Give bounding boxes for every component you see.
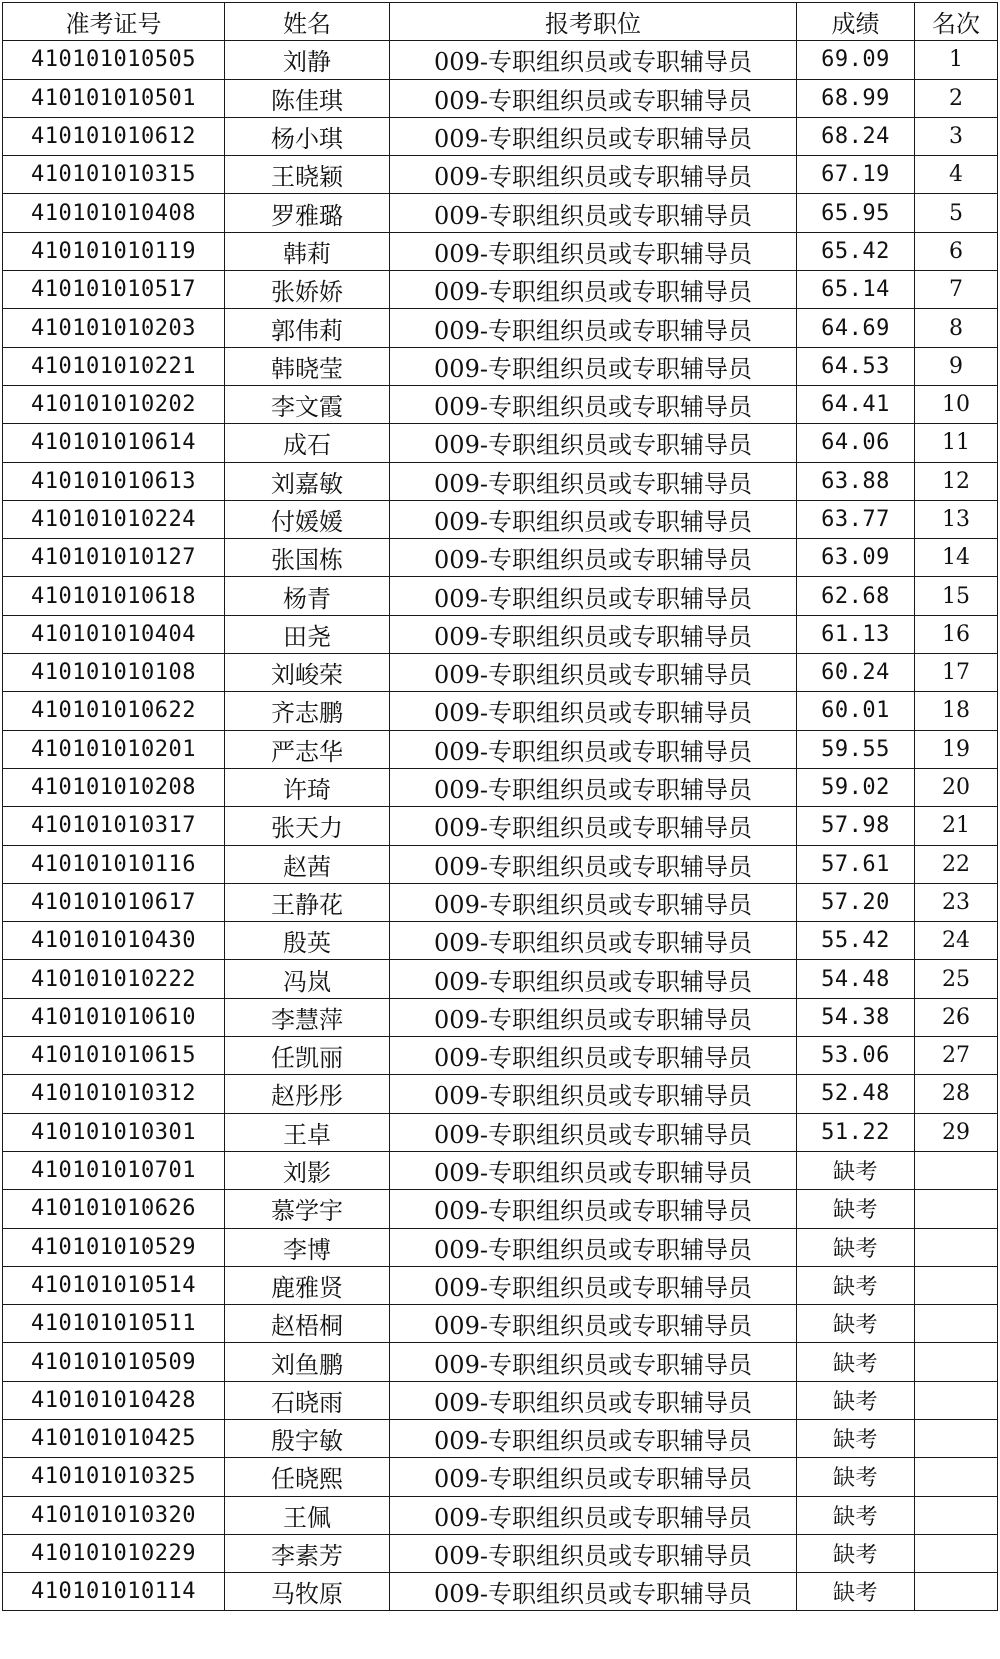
cell-position: 009-专职组织员或专职辅导员	[390, 1228, 797, 1266]
table-row	[3, 424, 998, 462]
cell-exam-id: 410101010404	[3, 615, 225, 653]
cell-score: 54.48	[797, 960, 915, 998]
cell-position: 009-专职组织员或专职辅导员	[390, 1496, 797, 1534]
cell-exam-id: 410101010626	[3, 1190, 225, 1228]
table-row	[3, 1573, 998, 1611]
cell-position: 009-专职组织员或专职辅导员	[390, 156, 797, 194]
cell-position: 009-专职组织员或专职辅导员	[390, 615, 797, 653]
cell-score: 64.69	[797, 309, 915, 347]
cell-score: 缺考	[797, 1458, 915, 1496]
cell-rank: 12	[915, 462, 998, 500]
table-row	[3, 539, 998, 577]
table-row	[3, 1075, 998, 1113]
header-exam-id: 准考证号	[3, 3, 225, 41]
table-row	[3, 807, 998, 845]
cell-exam-id: 410101010224	[3, 500, 225, 538]
cell-rank: 27	[915, 1037, 998, 1075]
cell-name: 许琦	[225, 768, 390, 806]
table-row	[3, 730, 998, 768]
table-row	[3, 1190, 998, 1228]
cell-exam-id: 410101010430	[3, 922, 225, 960]
cell-exam-id: 410101010511	[3, 1305, 225, 1343]
cell-name: 王佩	[225, 1496, 390, 1534]
cell-rank: 5	[915, 194, 998, 232]
cell-score: 60.01	[797, 692, 915, 730]
cell-score: 缺考	[797, 1266, 915, 1304]
cell-position: 009-专职组织员或专职辅导员	[390, 1343, 797, 1381]
cell-score: 63.09	[797, 539, 915, 577]
cell-score: 缺考	[797, 1419, 915, 1457]
table-row	[3, 922, 998, 960]
cell-exam-id: 410101010315	[3, 156, 225, 194]
table-row	[3, 577, 998, 615]
cell-score: 缺考	[797, 1381, 915, 1419]
table-row	[3, 960, 998, 998]
table-row	[3, 79, 998, 117]
cell-name: 田尧	[225, 615, 390, 653]
cell-rank	[915, 1266, 998, 1304]
cell-rank: 13	[915, 500, 998, 538]
table-row	[3, 1305, 998, 1343]
cell-score: 55.42	[797, 922, 915, 960]
cell-exam-id: 410101010509	[3, 1343, 225, 1381]
table-row	[3, 1534, 998, 1572]
cell-score: 67.19	[797, 156, 915, 194]
cell-position: 009-专职组织员或专职辅导员	[390, 730, 797, 768]
header-name: 姓名	[225, 3, 390, 41]
cell-position: 009-专职组织员或专职辅导员	[390, 271, 797, 309]
cell-rank: 2	[915, 79, 998, 117]
cell-exam-id: 410101010615	[3, 1037, 225, 1075]
cell-rank: 22	[915, 845, 998, 883]
cell-rank: 17	[915, 654, 998, 692]
cell-exam-id: 410101010301	[3, 1113, 225, 1151]
table-row	[3, 615, 998, 653]
cell-position: 009-专职组织员或专职辅导员	[390, 1381, 797, 1419]
cell-exam-id: 410101010428	[3, 1381, 225, 1419]
cell-exam-id: 410101010517	[3, 271, 225, 309]
cell-name: 任凯丽	[225, 1037, 390, 1075]
cell-rank	[915, 1190, 998, 1228]
table-row	[3, 1381, 998, 1419]
table-body	[3, 41, 998, 1611]
cell-position: 009-专职组织员或专职辅导员	[390, 692, 797, 730]
cell-score: 64.53	[797, 347, 915, 385]
cell-score: 62.68	[797, 577, 915, 615]
cell-rank: 6	[915, 232, 998, 270]
cell-name: 付媛媛	[225, 500, 390, 538]
cell-position: 009-专职组织员或专职辅导员	[390, 385, 797, 423]
cell-score: 65.95	[797, 194, 915, 232]
cell-exam-id: 410101010613	[3, 462, 225, 500]
cell-position: 009-专职组织员或专职辅导员	[390, 117, 797, 155]
cell-exam-id: 410101010320	[3, 1496, 225, 1534]
cell-rank: 25	[915, 960, 998, 998]
cell-name: 石晓雨	[225, 1381, 390, 1419]
cell-position: 009-专职组织员或专职辅导员	[390, 883, 797, 921]
cell-name: 刘嘉敏	[225, 462, 390, 500]
cell-position: 009-专职组织员或专职辅导员	[390, 194, 797, 232]
table-row	[3, 194, 998, 232]
table-row	[3, 998, 998, 1036]
cell-score: 68.24	[797, 117, 915, 155]
cell-rank	[915, 1419, 998, 1457]
table-row	[3, 1458, 998, 1496]
cell-exam-id: 410101010612	[3, 117, 225, 155]
header-score: 成绩	[797, 3, 915, 41]
cell-name: 李素芳	[225, 1534, 390, 1572]
cell-name: 殷宇敏	[225, 1419, 390, 1457]
cell-position: 009-专职组织员或专职辅导员	[390, 1075, 797, 1113]
cell-name: 张天力	[225, 807, 390, 845]
cell-exam-id: 410101010108	[3, 654, 225, 692]
cell-rank: 1	[915, 41, 998, 79]
cell-name: 刘鱼鹏	[225, 1343, 390, 1381]
cell-exam-id: 410101010203	[3, 309, 225, 347]
cell-name: 马牧原	[225, 1573, 390, 1611]
cell-name: 罗雅璐	[225, 194, 390, 232]
cell-exam-id: 410101010408	[3, 194, 225, 232]
cell-exam-id: 410101010317	[3, 807, 225, 845]
cell-exam-id: 410101010622	[3, 692, 225, 730]
cell-rank: 7	[915, 271, 998, 309]
cell-rank: 10	[915, 385, 998, 423]
cell-score: 缺考	[797, 1151, 915, 1189]
cell-position: 009-专职组织员或专职辅导员	[390, 79, 797, 117]
table-row	[3, 232, 998, 270]
cell-score: 59.02	[797, 768, 915, 806]
cell-rank	[915, 1151, 998, 1189]
table-row	[3, 1228, 998, 1266]
cell-score: 52.48	[797, 1075, 915, 1113]
cell-score: 65.14	[797, 271, 915, 309]
cell-exam-id: 410101010119	[3, 232, 225, 270]
cell-score: 缺考	[797, 1305, 915, 1343]
cell-exam-id: 410101010514	[3, 1266, 225, 1304]
table-row	[3, 117, 998, 155]
cell-position: 009-专职组织员或专职辅导员	[390, 998, 797, 1036]
cell-position: 009-专职组织员或专职辅导员	[390, 654, 797, 692]
cell-name: 任晓熙	[225, 1458, 390, 1496]
cell-score: 缺考	[797, 1228, 915, 1266]
cell-name: 刘影	[225, 1151, 390, 1189]
cell-exam-id: 410101010202	[3, 385, 225, 423]
cell-position: 009-专职组织员或专职辅导员	[390, 1037, 797, 1075]
cell-exam-id: 410101010114	[3, 1573, 225, 1611]
cell-rank: 15	[915, 577, 998, 615]
cell-position: 009-专职组织员或专职辅导员	[390, 500, 797, 538]
cell-name: 韩晓莹	[225, 347, 390, 385]
cell-position: 009-专职组织员或专职辅导员	[390, 1305, 797, 1343]
cell-rank: 11	[915, 424, 998, 462]
table-row	[3, 156, 998, 194]
cell-name: 王卓	[225, 1113, 390, 1151]
cell-rank	[915, 1305, 998, 1343]
table-row	[3, 347, 998, 385]
cell-rank: 20	[915, 768, 998, 806]
cell-exam-id: 410101010617	[3, 883, 225, 921]
cell-position: 009-专职组织员或专职辅导员	[390, 1573, 797, 1611]
cell-name: 刘静	[225, 41, 390, 79]
table-row	[3, 1266, 998, 1304]
cell-exam-id: 410101010221	[3, 347, 225, 385]
cell-rank: 8	[915, 309, 998, 347]
cell-exam-id: 410101010201	[3, 730, 225, 768]
cell-position: 009-专职组织员或专职辅导员	[390, 1190, 797, 1228]
cell-score: 57.61	[797, 845, 915, 883]
cell-name: 慕学宇	[225, 1190, 390, 1228]
cell-exam-id: 410101010505	[3, 41, 225, 79]
cell-rank	[915, 1573, 998, 1611]
cell-rank	[915, 1496, 998, 1534]
cell-rank	[915, 1534, 998, 1572]
cell-score: 63.88	[797, 462, 915, 500]
table-row	[3, 1113, 998, 1151]
table-row	[3, 768, 998, 806]
cell-name: 王晓颖	[225, 156, 390, 194]
cell-name: 殷英	[225, 922, 390, 960]
cell-score: 57.98	[797, 807, 915, 845]
cell-name: 杨青	[225, 577, 390, 615]
cell-score: 缺考	[797, 1343, 915, 1381]
cell-exam-id: 410101010425	[3, 1419, 225, 1457]
cell-rank: 4	[915, 156, 998, 194]
table-row	[3, 1419, 998, 1457]
cell-name: 郭伟莉	[225, 309, 390, 347]
header-rank: 名次	[915, 3, 998, 41]
cell-name: 赵梧桐	[225, 1305, 390, 1343]
cell-name: 严志华	[225, 730, 390, 768]
cell-score: 65.42	[797, 232, 915, 270]
cell-rank: 24	[915, 922, 998, 960]
cell-name: 杨小琪	[225, 117, 390, 155]
cell-score: 63.77	[797, 500, 915, 538]
cell-score: 68.99	[797, 79, 915, 117]
cell-position: 009-专职组织员或专职辅导员	[390, 1266, 797, 1304]
cell-rank: 29	[915, 1113, 998, 1151]
cell-position: 009-专职组织员或专职辅导员	[390, 1458, 797, 1496]
table-row	[3, 462, 998, 500]
cell-rank	[915, 1458, 998, 1496]
cell-exam-id: 410101010312	[3, 1075, 225, 1113]
cell-position: 009-专职组织员或专职辅导员	[390, 577, 797, 615]
cell-name: 李博	[225, 1228, 390, 1266]
cell-position: 009-专职组织员或专职辅导员	[390, 922, 797, 960]
cell-name: 张娇娇	[225, 271, 390, 309]
cell-name: 王静花	[225, 883, 390, 921]
cell-score: 61.13	[797, 615, 915, 653]
cell-rank: 9	[915, 347, 998, 385]
table-row	[3, 1496, 998, 1534]
cell-position: 009-专职组织员或专职辅导员	[390, 960, 797, 998]
table-row	[3, 883, 998, 921]
cell-score: 缺考	[797, 1190, 915, 1228]
cell-rank	[915, 1228, 998, 1266]
table-row	[3, 385, 998, 423]
cell-score: 57.20	[797, 883, 915, 921]
cell-name: 齐志鹏	[225, 692, 390, 730]
table-row	[3, 1343, 998, 1381]
cell-position: 009-专职组织员或专职辅导员	[390, 539, 797, 577]
table-row	[3, 1151, 998, 1189]
cell-name: 陈佳琪	[225, 79, 390, 117]
cell-rank	[915, 1343, 998, 1381]
cell-rank: 3	[915, 117, 998, 155]
cell-name: 赵茜	[225, 845, 390, 883]
cell-rank: 26	[915, 998, 998, 1036]
cell-name: 冯岚	[225, 960, 390, 998]
cell-position: 009-专职组织员或专职辅导员	[390, 41, 797, 79]
cell-rank: 28	[915, 1075, 998, 1113]
cell-name: 李慧萍	[225, 998, 390, 1036]
cell-name: 赵彤彤	[225, 1075, 390, 1113]
table-row	[3, 845, 998, 883]
table-row	[3, 500, 998, 538]
cell-exam-id: 410101010618	[3, 577, 225, 615]
cell-exam-id: 410101010529	[3, 1228, 225, 1266]
cell-rank: 21	[915, 807, 998, 845]
cell-exam-id: 410101010116	[3, 845, 225, 883]
table-row	[3, 654, 998, 692]
cell-position: 009-专职组织员或专职辅导员	[390, 424, 797, 462]
cell-name: 成石	[225, 424, 390, 462]
cell-score: 59.55	[797, 730, 915, 768]
cell-exam-id: 410101010614	[3, 424, 225, 462]
cell-rank: 23	[915, 883, 998, 921]
table-row	[3, 692, 998, 730]
header-row	[3, 3, 998, 41]
header-position: 报考职位	[390, 3, 797, 41]
cell-exam-id: 410101010208	[3, 768, 225, 806]
cell-name: 张国栋	[225, 539, 390, 577]
cell-score: 缺考	[797, 1534, 915, 1572]
cell-rank	[915, 1381, 998, 1419]
cell-exam-id: 410101010610	[3, 998, 225, 1036]
table-header	[3, 3, 998, 41]
cell-position: 009-专职组织员或专职辅导员	[390, 462, 797, 500]
cell-rank: 16	[915, 615, 998, 653]
cell-position: 009-专职组织员或专职辅导员	[390, 232, 797, 270]
table-row	[3, 1037, 998, 1075]
cell-position: 009-专职组织员或专职辅导员	[390, 347, 797, 385]
cell-exam-id: 410101010701	[3, 1151, 225, 1189]
cell-name: 李文霞	[225, 385, 390, 423]
cell-position: 009-专职组织员或专职辅导员	[390, 807, 797, 845]
cell-exam-id: 410101010325	[3, 1458, 225, 1496]
cell-name: 刘峻荣	[225, 654, 390, 692]
cell-name: 鹿雅贤	[225, 1266, 390, 1304]
cell-position: 009-专职组织员或专职辅导员	[390, 768, 797, 806]
cell-score: 53.06	[797, 1037, 915, 1075]
cell-score: 54.38	[797, 998, 915, 1036]
cell-score: 60.24	[797, 654, 915, 692]
cell-rank: 18	[915, 692, 998, 730]
cell-exam-id: 410101010127	[3, 539, 225, 577]
cell-score: 69.09	[797, 41, 915, 79]
cell-score: 51.22	[797, 1113, 915, 1151]
table-row	[3, 309, 998, 347]
cell-position: 009-专职组织员或专职辅导员	[390, 1419, 797, 1457]
results-table	[2, 2, 998, 1611]
cell-rank: 19	[915, 730, 998, 768]
cell-score: 64.06	[797, 424, 915, 462]
cell-position: 009-专职组织员或专职辅导员	[390, 845, 797, 883]
cell-exam-id: 410101010501	[3, 79, 225, 117]
cell-position: 009-专职组织员或专职辅导员	[390, 1113, 797, 1151]
cell-position: 009-专职组织员或专职辅导员	[390, 1151, 797, 1189]
cell-score: 缺考	[797, 1496, 915, 1534]
cell-name: 韩莉	[225, 232, 390, 270]
cell-exam-id: 410101010222	[3, 960, 225, 998]
cell-position: 009-专职组织员或专职辅导员	[390, 309, 797, 347]
cell-position: 009-专职组织员或专职辅导员	[390, 1534, 797, 1572]
table-row	[3, 41, 998, 79]
cell-score: 64.41	[797, 385, 915, 423]
cell-rank: 14	[915, 539, 998, 577]
cell-exam-id: 410101010229	[3, 1534, 225, 1572]
cell-score: 缺考	[797, 1573, 915, 1611]
table-row	[3, 271, 998, 309]
